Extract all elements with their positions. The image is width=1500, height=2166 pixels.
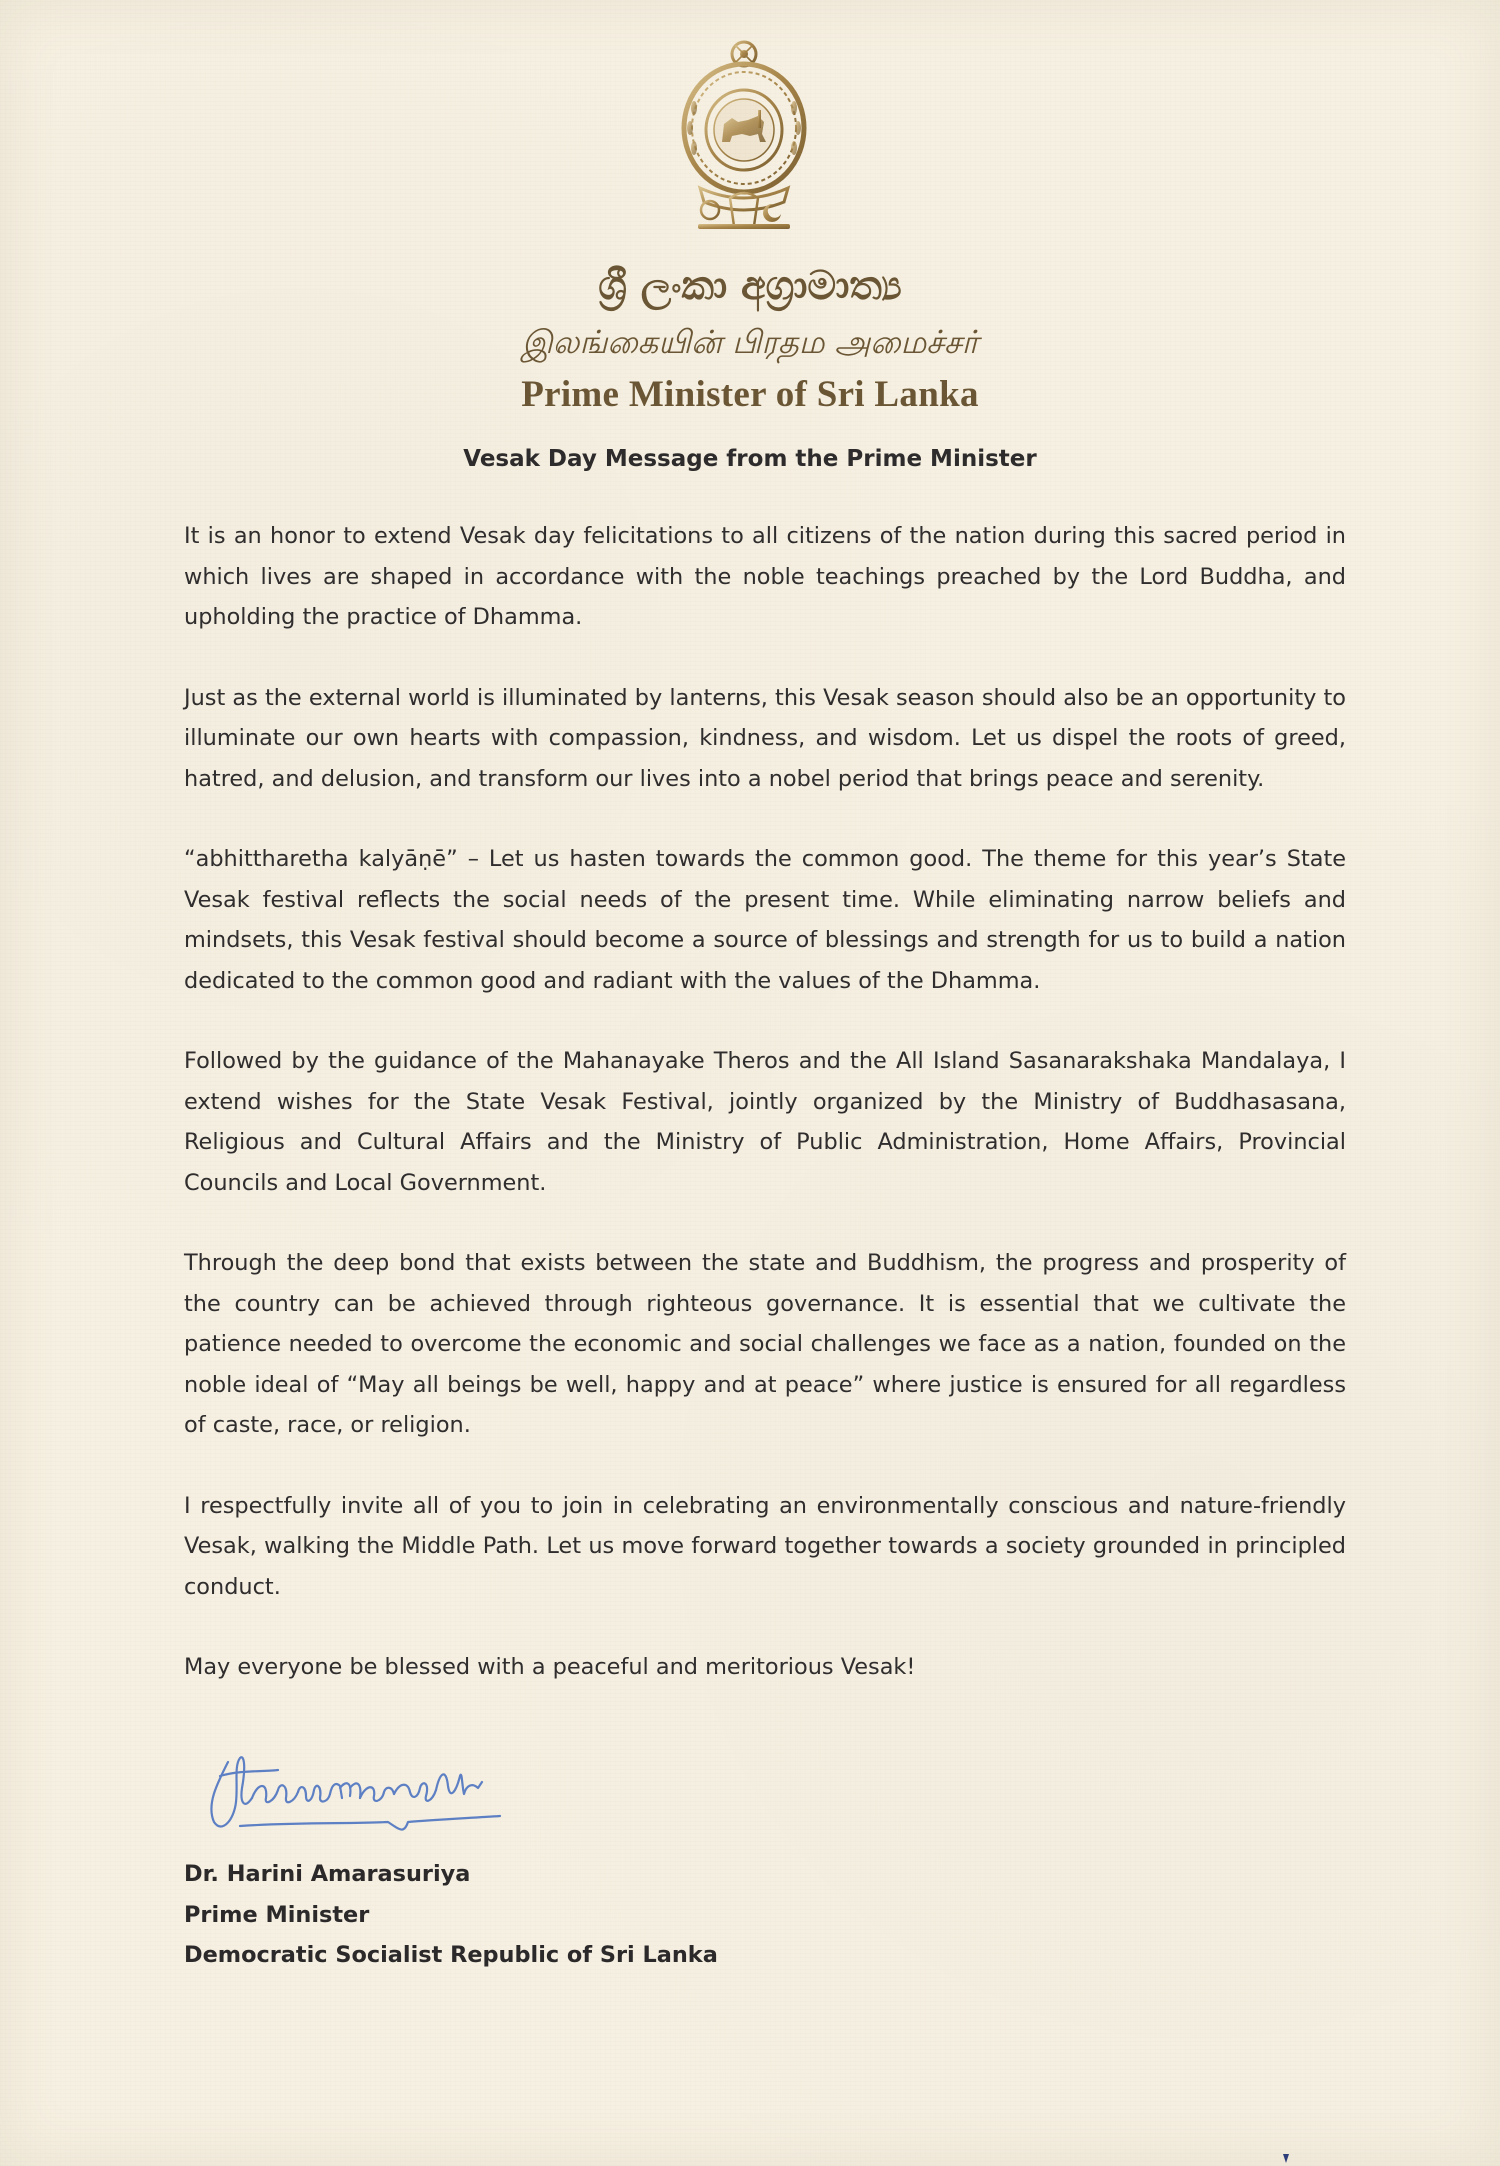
letterhead-title-english: Prime Minister of Sri Lanka [521, 374, 979, 415]
message-paragraph: Followed by the guidance of the Mahanayake Theros and the All Island Sasanarakshaka Mandalaya, I extend wishes for the State Vesak Festival, jointly organized by the Ministry of Buddhasasana, Religious and Cultural Affairs and the Ministry of Public Administration, Home Affairs, Provincial Councils and Local Government. [184, 1048, 1346, 1196]
signatory-country: Democratic Socialist Republic of Sri Lanka [184, 1942, 718, 1968]
signoff-block [184, 1854, 718, 1976]
letterhead-title-sinhala: ශ්‍රී ලංකා අග්‍රාමාත්‍ය [598, 262, 902, 309]
sri-lanka-national-emblem-icon [676, 38, 812, 232]
message-paragraph: I respectfully invite all of you to join in celebrating an environmentally conscious and nature-friendly Vesak, walking the Middle Path. Let us move forward together towards a society grounded in principled conduct. [184, 1492, 1346, 1600]
ink-mark-icon [1282, 2152, 1290, 2164]
signatory-position: Prime Minister [184, 1901, 370, 1928]
signatory-name: Dr. Harini Amarasuriya [184, 1861, 471, 1887]
message-paragraph: It is an honor to extend Vesak day felicitations to all citizens of the nation during this sacred period in which lives are shaped in accordance with the noble teachings preached by the Lord Buddha, and upholding the practice of Dhamma. [184, 523, 1346, 630]
message-paragraph: Through the deep bond that exists between the state and Buddhism, the progress and prosperity of the country can be achieved through righteous governance. It is essential that we cultivate the patience needed to overcome the economic and social challenges we face as a nation, founded on the noble ideal of “May all beings be well, happy and at peace” where justice is ensured for all regardless of caste, race, or religion. [184, 1250, 1346, 1438]
letterhead-title-tamil: இலங்கையின் பிரதம அமைச்சர் [521, 323, 979, 361]
message-paragraph: Just as the external world is illuminated by lanterns, this Vesak season should also be an opportunity to illuminate our own hearts with compassion, kindness, and wisdom. Let us dispel the roots of greed, hatred, and delusion, and transform our lives into a nobel period that brings peace and serenity. [184, 684, 1346, 792]
message-body [184, 516, 1346, 1688]
message-closing: May everyone be blessed with a peaceful and meritorious Vesak! [184, 1654, 916, 1680]
message-paragraph: “abhittharetha kalyāṇē” – Let us hasten towards the common good. The theme for this year’s State Vesak festival reflects the social needs of the present time. While eliminating narrow beliefs and mindsets, this Vesak festival should become a source of blessings and strength for us to build a nation dedicated to the common good and radiant with the values of the Dhamma. [184, 846, 1346, 994]
handwritten-signature-icon [200, 1742, 530, 1842]
message-title: Vesak Day Message from the Prime Minister [463, 446, 1037, 472]
